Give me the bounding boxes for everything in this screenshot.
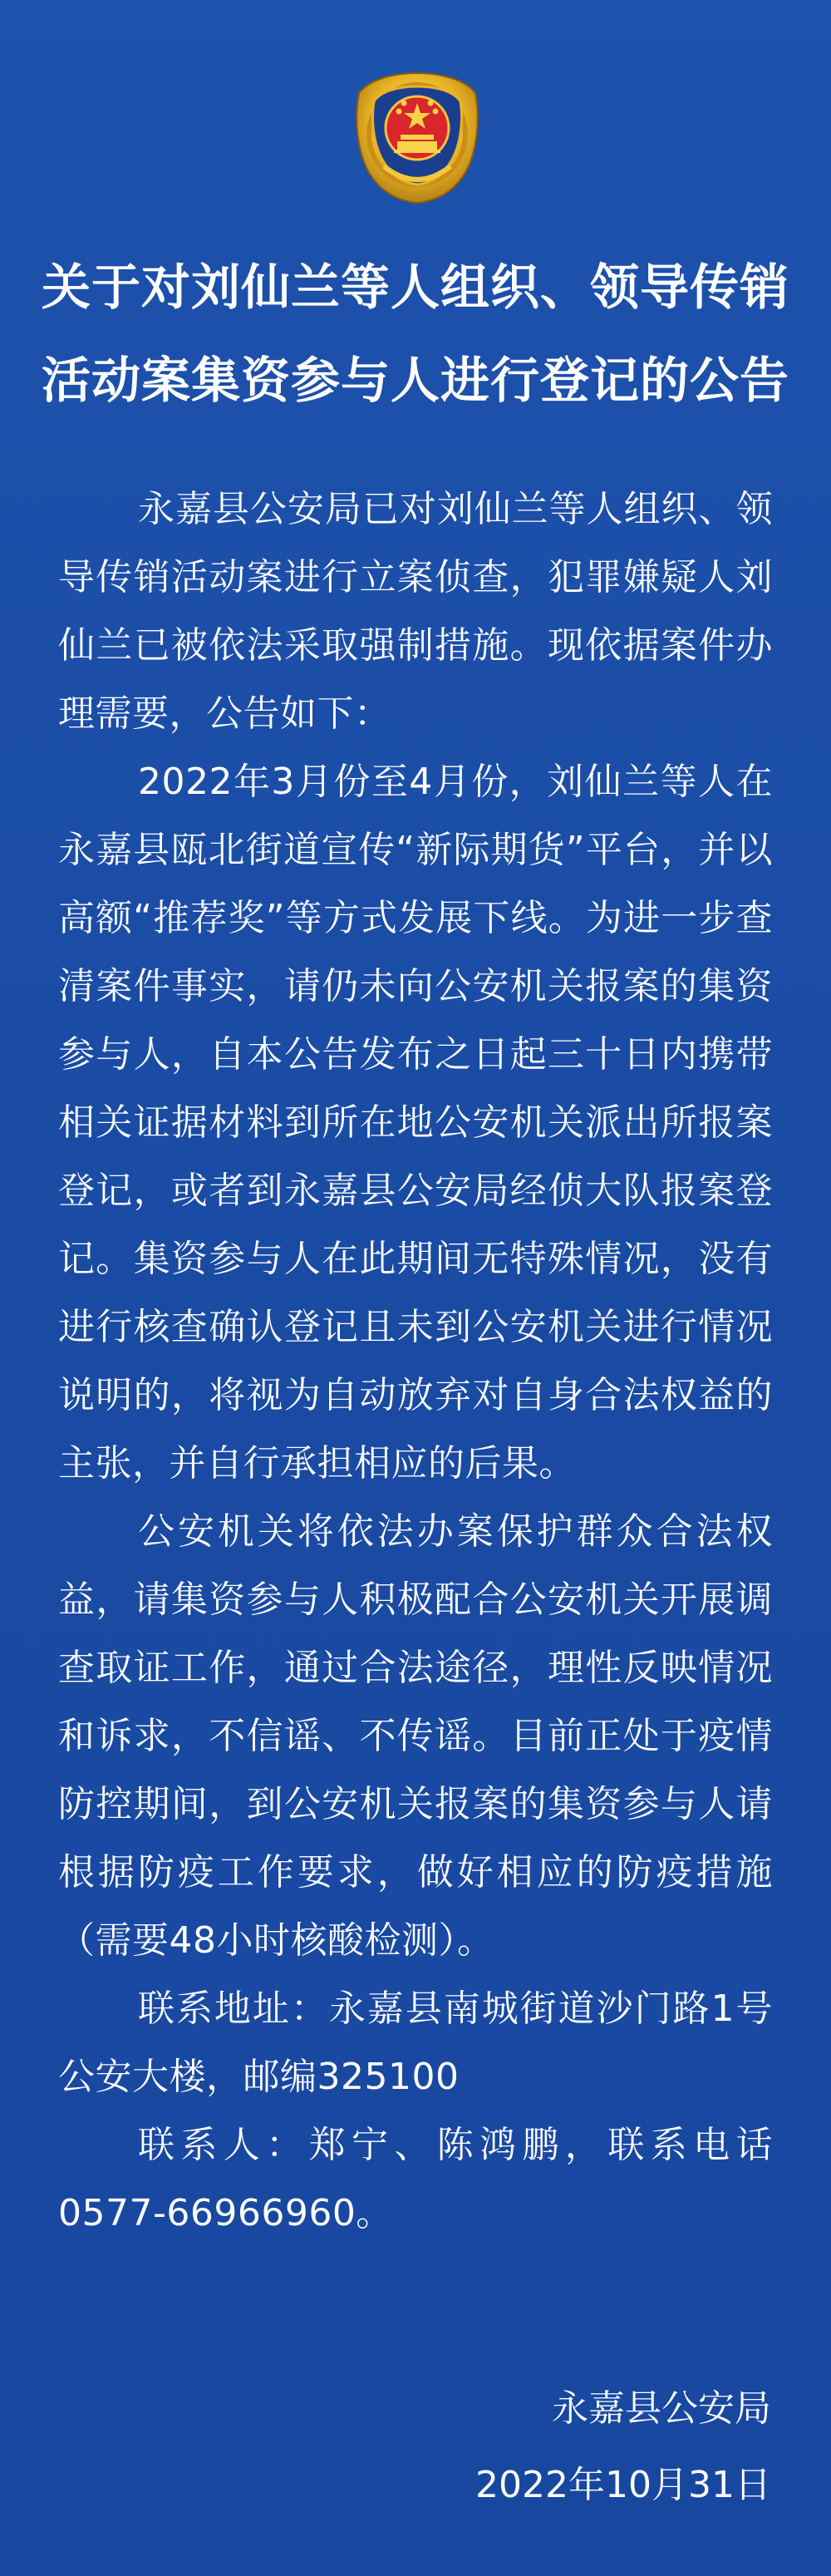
signature-block	[475, 2371, 771, 2524]
signature-organization: 永嘉县公安局	[552, 2387, 771, 2430]
paragraph-address: 联系地址：永嘉县南城街道沙门路1号公安大楼，邮编325100	[58, 1987, 773, 2098]
paragraph-intro: 永嘉县公安局已对刘仙兰等人组织、领导传销活动案进行立案侦查，犯罪嫌疑人刘仙兰已被依法采取强制措施。现依据案件办理需要，公告如下：	[58, 488, 773, 735]
paragraph-facts: 2022年3月份至4月份，刘仙兰等人在永嘉县瓯北街道宣传“新际期货”平台，并以高额“推荐奖”等方式发展下线。为进一步查清案件事实，请仍未向公安机关报案的集资参与人，自本公告发布之日起三十日内携带相关证据材料到所在地公安机关派出所报案登记，或者到永嘉县公安局经侦大队报案登记。集资参与人在此期间无特殊情况，没有进行核查确认登记且未到公安机关进行情况说明的，将视为自动放弃对自身合法权益的主张，并自行承担相应的后果。	[58, 761, 773, 1485]
signature-date: 2022年10月31日	[475, 2464, 771, 2506]
announcement-title	[42, 241, 789, 427]
paragraph-advice: 公安机关将依法办案保护群众合法权益，请集资参与人积极配合公安机关开展调查取证工作，通过合法途径，理性反映情况和诉求，不信谣、不传谣。目前正处于疫情防控期间，到公安机关报案的集资参与人请根据防疫工作要求，做好相应的防疫措施（需要48小时核酸检测）。	[58, 1510, 773, 1962]
title-line-1: 关于对刘仙兰等人组织、领导传销	[42, 259, 790, 316]
title-line-2: 活动案集资参与人进行登记的公告	[42, 352, 790, 409]
paragraph-contact: 联系人：郑宁、陈鸿鹏，联系电话0577-66966960。	[58, 2124, 773, 2234]
police-emblem-icon	[351, 68, 484, 205]
announcement-body	[58, 475, 773, 2248]
